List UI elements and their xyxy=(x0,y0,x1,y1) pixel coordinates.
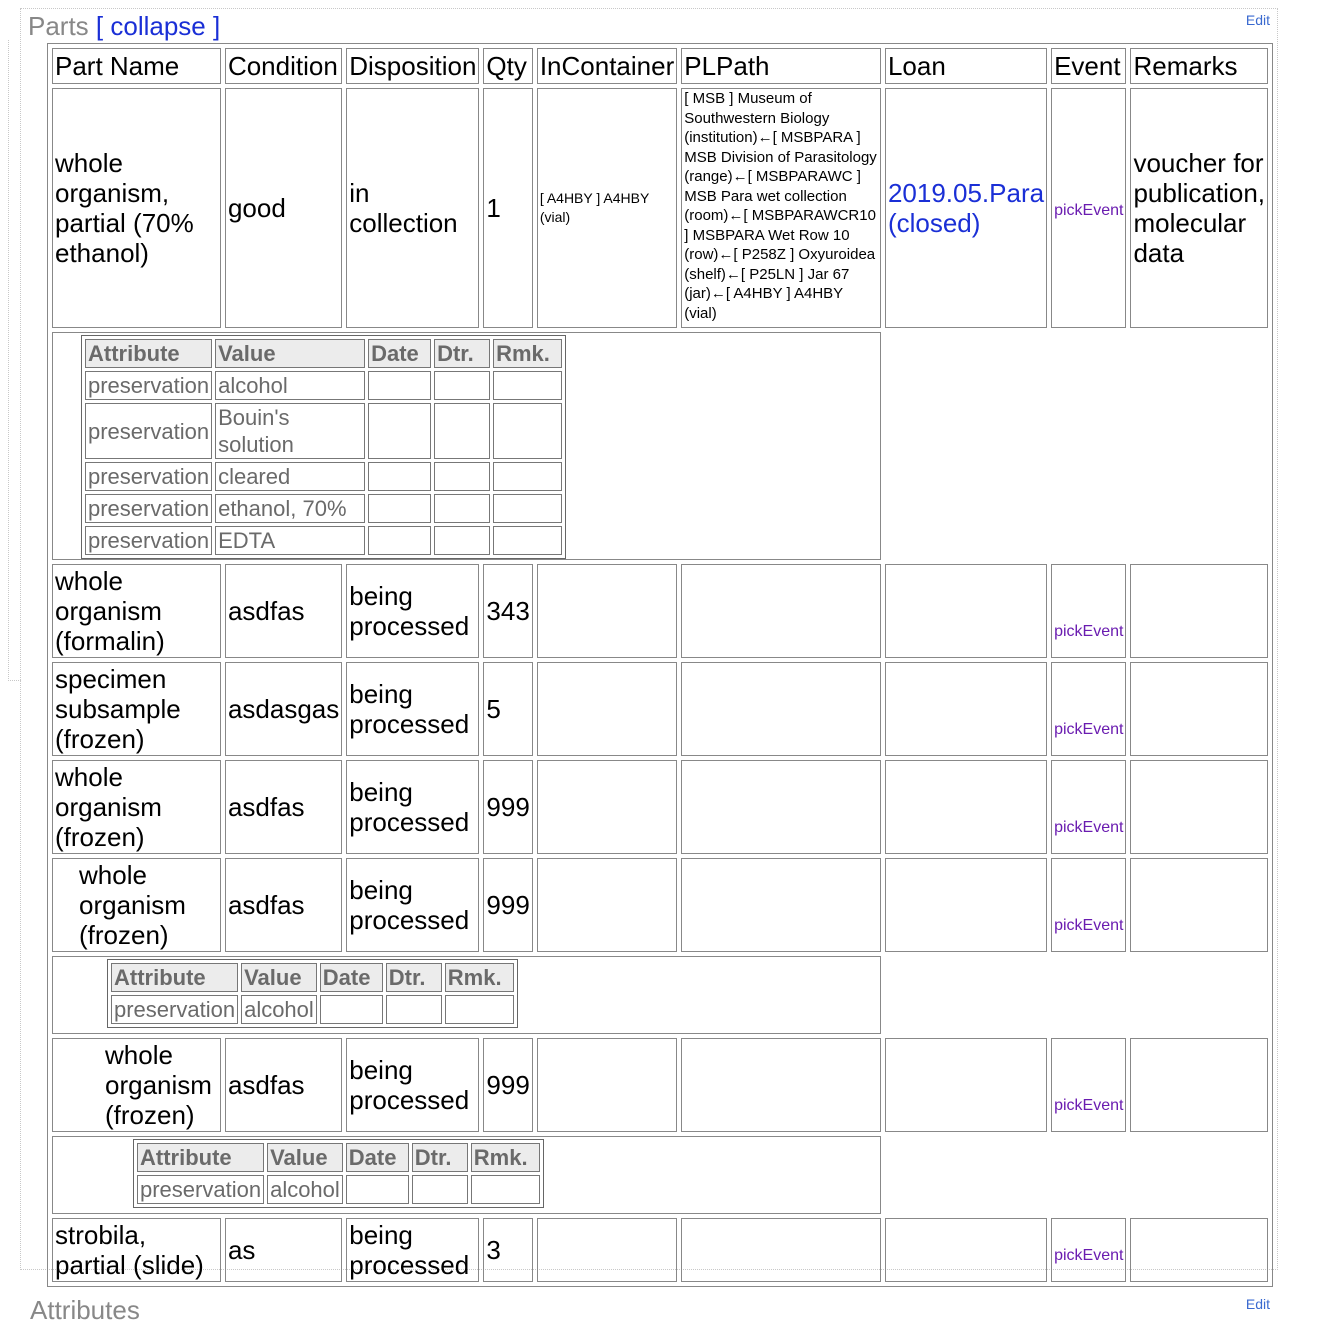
part-incontainer xyxy=(537,858,677,952)
pick-event-link[interactable]: pickEvent xyxy=(1054,1097,1124,1114)
attr-rmk xyxy=(493,403,562,459)
attr-date xyxy=(320,995,383,1024)
attr-name: preservation xyxy=(85,526,212,555)
attr-name: preservation xyxy=(85,462,212,491)
part-qty: 343 xyxy=(483,564,532,658)
part-incontainer xyxy=(537,1038,677,1132)
attr-value: cleared xyxy=(215,462,365,491)
attr-date xyxy=(368,403,431,459)
part-remarks: voucher for publication, molecular data xyxy=(1130,88,1268,328)
section-header xyxy=(28,10,220,42)
part-name: whole organism, partial (70% ethanol) xyxy=(52,88,221,328)
attr-dtr xyxy=(386,995,442,1024)
pick-event-link[interactable]: pickEvent xyxy=(1054,917,1124,934)
attr-date xyxy=(368,526,431,555)
col-remarks: Remarks xyxy=(1130,48,1268,84)
attribute-item xyxy=(137,1175,540,1204)
part-condition: asdfas xyxy=(225,1038,342,1132)
part-disposition: being processed xyxy=(346,760,479,854)
attr-dtr xyxy=(434,494,490,523)
attr-col-rmk: Rmk. xyxy=(471,1143,540,1172)
attr-date xyxy=(368,371,431,400)
part-loan xyxy=(885,858,1047,952)
attr-rmk xyxy=(445,995,514,1024)
part-disposition: being processed xyxy=(346,662,479,756)
attr-value: ethanol, 70% xyxy=(215,494,365,523)
table-row xyxy=(52,88,1268,328)
attr-dtr xyxy=(434,462,490,491)
part-disposition: being processed xyxy=(346,858,479,952)
attr-name: preservation xyxy=(137,1175,264,1204)
attr-col-attribute: Attribute xyxy=(111,963,238,992)
part-plpath xyxy=(681,1218,881,1282)
part-name: specimen subsample (frozen) xyxy=(52,662,221,756)
attr-name: preservation xyxy=(111,995,238,1024)
attr-col-date: Date xyxy=(346,1143,409,1172)
col-incontainer: InContainer xyxy=(537,48,677,84)
part-condition: as xyxy=(225,1218,342,1282)
attr-name: preservation xyxy=(85,403,212,459)
attribute-item xyxy=(111,995,514,1024)
part-loan xyxy=(885,760,1047,854)
attribute-item xyxy=(85,494,562,523)
attr-value: Bouin's solution xyxy=(215,403,365,459)
part-qty: 999 xyxy=(483,1038,532,1132)
attr-rmk xyxy=(493,494,562,523)
attribute-item xyxy=(85,403,562,459)
part-loan xyxy=(885,564,1047,658)
left-guide xyxy=(8,40,21,681)
attr-rmk xyxy=(493,526,562,555)
part-name: strobila, partial (slide) xyxy=(52,1218,221,1282)
attr-rmk xyxy=(493,371,562,400)
col-qty: Qty xyxy=(483,48,532,84)
part-disposition: in collection xyxy=(346,88,479,328)
attribute-row xyxy=(52,332,1268,560)
table-row xyxy=(52,1218,1268,1282)
attr-col-date: Date xyxy=(320,963,383,992)
attr-name: preservation xyxy=(85,494,212,523)
part-loan xyxy=(885,1038,1047,1132)
part-plpath xyxy=(681,1038,881,1132)
col-loan: Loan xyxy=(885,48,1047,84)
attribute-table xyxy=(107,959,518,1028)
attribute-item xyxy=(85,526,562,555)
part-loan xyxy=(885,1218,1047,1282)
attr-col-attribute: Attribute xyxy=(85,339,212,368)
part-disposition: being processed xyxy=(346,1218,479,1282)
part-plpath xyxy=(681,564,881,658)
part-plpath xyxy=(681,662,881,756)
part-disposition: being processed xyxy=(346,1038,479,1132)
attribute-item xyxy=(85,462,562,491)
loan-link[interactable]: 2019.05.Para (closed) xyxy=(885,88,1047,328)
part-remarks xyxy=(1130,858,1268,952)
part-qty: 1 xyxy=(483,88,532,328)
attribute-row xyxy=(52,1136,1268,1214)
part-qty: 5 xyxy=(483,662,532,756)
attr-col-dtr: Dtr. xyxy=(412,1143,468,1172)
part-name: whole organism (frozen) xyxy=(52,760,221,854)
attr-rmk xyxy=(471,1175,540,1204)
pick-event-link[interactable]: pickEvent xyxy=(1054,201,1124,219)
attr-col-rmk: Rmk. xyxy=(445,963,514,992)
part-incontainer xyxy=(537,760,677,854)
part-plpath: [ MSB ] Museum of Southwestern Biology (institution)←[ MSBPARA ] MSB Division of Parasitology (range)←[ MSBPARAWC ] MSB Para wet collection (room)←[ MSBPARAWCR10 ] MSBPARA Wet Row 10 (row)←[ P258Z ] Oxyuroidea (shelf)←[ P25LN ] Jar 67 (jar)←[ A4HBY ] A4HBY (vial) xyxy=(681,88,881,328)
attr-col-rmk: Rmk. xyxy=(493,339,562,368)
attr-date xyxy=(368,494,431,523)
header-row xyxy=(52,48,1268,84)
attribute-row xyxy=(52,956,1268,1034)
table-row xyxy=(52,858,1268,952)
col-plpath: PLPath xyxy=(681,48,881,84)
table-row xyxy=(52,760,1268,854)
part-incontainer xyxy=(537,564,677,658)
attr-dtr xyxy=(434,526,490,555)
attr-col-value: Value xyxy=(241,963,317,992)
part-qty: 999 xyxy=(483,858,532,952)
attr-col-attribute: Attribute xyxy=(137,1143,264,1172)
part-condition: good xyxy=(225,88,342,328)
part-remarks xyxy=(1130,760,1268,854)
section-title: Parts xyxy=(28,11,89,41)
part-qty: 999 xyxy=(483,760,532,854)
col-part-name: Part Name xyxy=(52,48,221,84)
attr-dtr xyxy=(434,403,490,459)
attr-value: EDTA xyxy=(215,526,365,555)
table-row xyxy=(52,1038,1268,1132)
part-name: whole organism (frozen) xyxy=(52,858,221,952)
attr-col-date: Date xyxy=(368,339,431,368)
pick-event-link[interactable]: pickEvent xyxy=(1054,819,1124,836)
attr-name: preservation xyxy=(85,371,212,400)
parts-table xyxy=(47,43,1273,1287)
attr-col-value: Value xyxy=(267,1143,343,1172)
part-disposition: being processed xyxy=(346,564,479,658)
col-disposition: Disposition xyxy=(346,48,479,84)
part-condition: asdasgas xyxy=(225,662,342,756)
part-remarks xyxy=(1130,1218,1268,1282)
part-remarks xyxy=(1130,662,1268,756)
attr-value: alcohol xyxy=(267,1175,343,1204)
part-plpath xyxy=(681,760,881,854)
edit-link[interactable]: Edit xyxy=(1245,12,1270,28)
col-condition: Condition xyxy=(225,48,342,84)
part-loan xyxy=(885,662,1047,756)
part-incontainer: [ A4HBY ] A4HBY (vial) xyxy=(537,88,677,328)
attr-rmk xyxy=(493,462,562,491)
part-name: whole organism (frozen) xyxy=(52,1038,221,1132)
attr-date xyxy=(346,1175,409,1204)
pick-event-link[interactable]: pickEvent xyxy=(1054,623,1124,640)
pick-event-link[interactable]: pickEvent xyxy=(1054,721,1124,738)
attr-value: alcohol xyxy=(215,371,365,400)
part-remarks xyxy=(1130,564,1268,658)
attr-value: alcohol xyxy=(241,995,317,1024)
part-plpath xyxy=(681,858,881,952)
attr-date xyxy=(368,462,431,491)
attr-col-value: Value xyxy=(215,339,365,368)
part-name: whole organism (formalin) xyxy=(52,564,221,658)
table-row xyxy=(52,564,1268,658)
part-incontainer xyxy=(537,662,677,756)
attribute-item xyxy=(85,371,562,400)
attr-col-dtr: Dtr. xyxy=(386,963,442,992)
col-event: Event xyxy=(1051,48,1126,84)
attr-col-dtr: Dtr. xyxy=(434,339,490,368)
attr-dtr xyxy=(434,371,490,400)
part-condition: asdfas xyxy=(225,858,342,952)
part-condition: asdfas xyxy=(225,760,342,854)
part-incontainer xyxy=(537,1218,677,1282)
next-section-title: Attributes xyxy=(30,1295,140,1325)
attribute-table xyxy=(133,1139,544,1208)
table-row xyxy=(52,662,1268,756)
part-condition: asdfas xyxy=(225,564,342,658)
next-section-edit-link[interactable]: Edit xyxy=(1245,1296,1270,1312)
collapse-toggle[interactable]: [ collapse ] xyxy=(95,11,221,41)
attr-dtr xyxy=(412,1175,468,1204)
attribute-table xyxy=(81,335,566,559)
part-qty: 3 xyxy=(483,1218,532,1282)
part-remarks xyxy=(1130,1038,1268,1132)
pick-event-link[interactable]: pickEvent xyxy=(1054,1247,1124,1264)
